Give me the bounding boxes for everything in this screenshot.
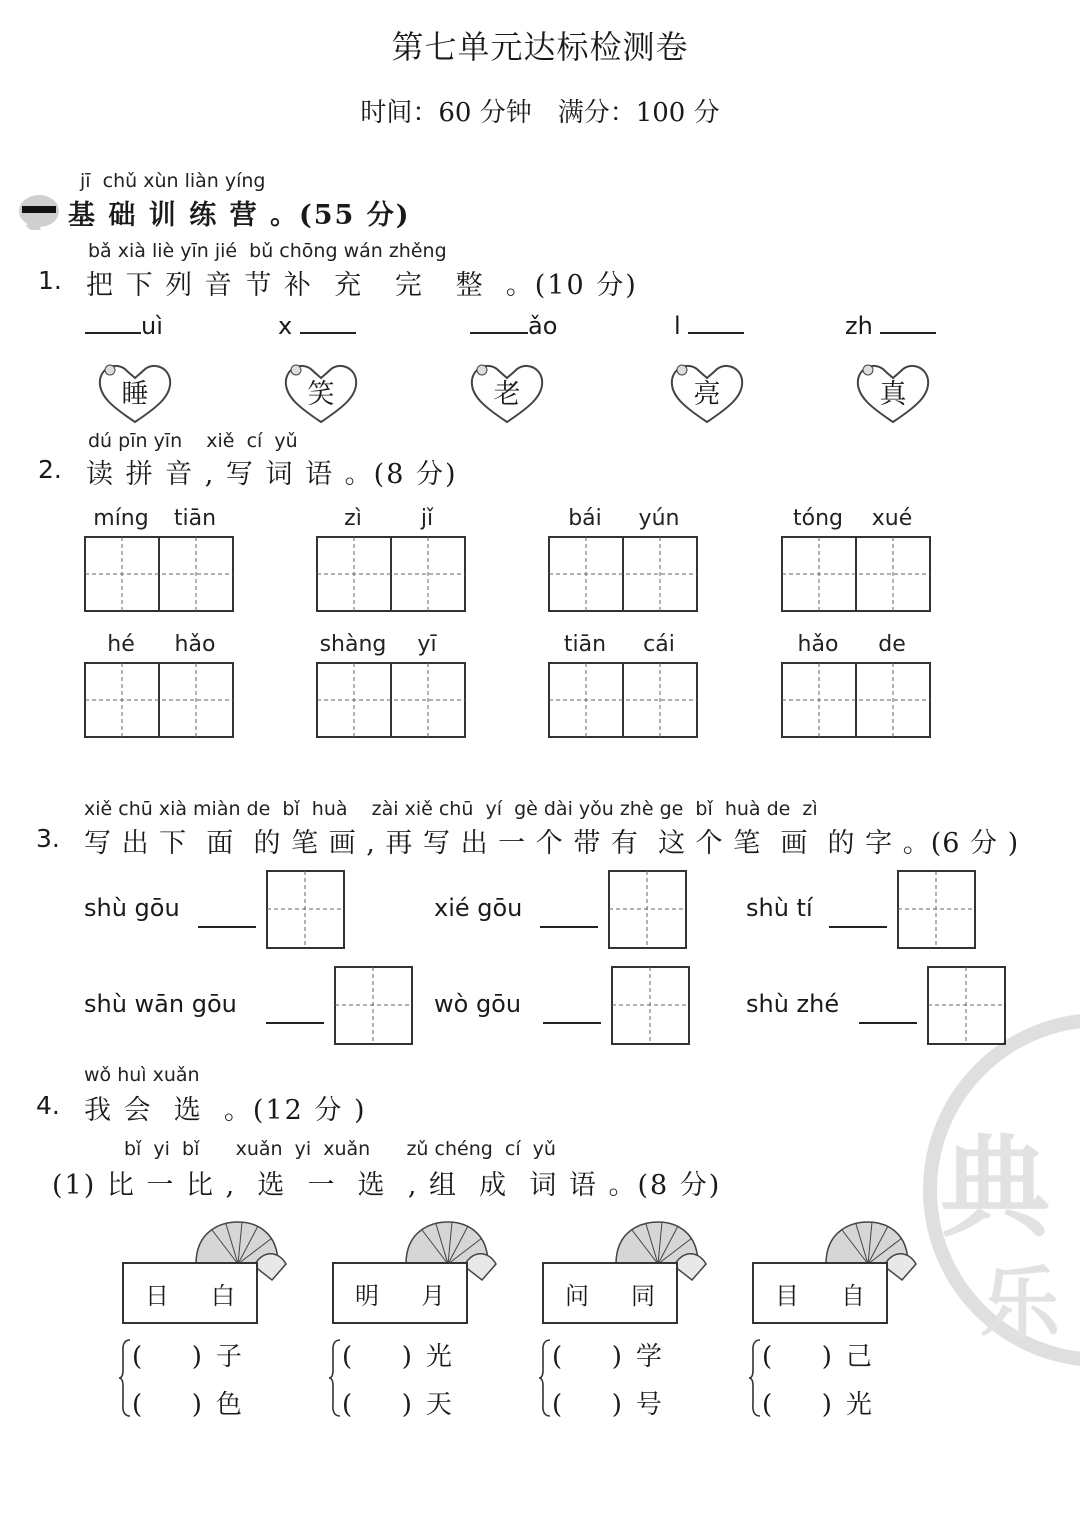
word-pinyin: hǎo xyxy=(797,632,839,657)
word-char: 色 xyxy=(215,1390,242,1420)
choice-char: 月 xyxy=(421,1281,445,1310)
word-pinyin: bái xyxy=(568,506,602,531)
stroke-answer-blank[interactable] xyxy=(829,926,887,928)
fill-parentheses[interactable]: ( ) xyxy=(132,1342,202,1372)
char-choice-box xyxy=(332,1262,468,1324)
char-choice-box xyxy=(542,1262,678,1324)
watermark xyxy=(920,990,1080,1410)
heart-1 xyxy=(96,360,174,428)
tianzige-grid[interactable] xyxy=(84,662,234,738)
word-fill-row xyxy=(762,1336,872,1373)
syllable-suffix: uì xyxy=(141,312,163,340)
q2-number: 2. xyxy=(38,455,62,484)
char-choice-box xyxy=(122,1262,258,1324)
heart-char: 笑 xyxy=(307,379,335,410)
answer-blank[interactable] xyxy=(880,332,936,334)
q3-instruction: 写 出 下 面 的 笔 画 , 再 写 出 一 个 带 有 这 个 笔 画 的 字 。(6 分 ) xyxy=(84,828,1020,859)
choice-char: 问 xyxy=(565,1281,589,1310)
choice-char: 日 xyxy=(145,1281,169,1310)
q1-instruction: 把 下 列 音 节 补 充 完 整 。(10 分) xyxy=(86,270,638,301)
word-fill-row xyxy=(342,1336,452,1373)
section-badge xyxy=(18,190,60,230)
section1-pinyin: jī chǔ xùn liàn yíng xyxy=(80,170,266,192)
fill-parentheses[interactable]: ( ) xyxy=(762,1390,832,1420)
tianzige-grid[interactable] xyxy=(316,662,466,738)
choice-char: 白 xyxy=(211,1281,235,1310)
stroke-name: shù tí xyxy=(746,894,813,922)
word-pinyin: xué xyxy=(871,506,913,531)
word-pinyin: yún xyxy=(638,506,680,531)
stroke-name: shù wān gōu xyxy=(84,990,237,1018)
fill-parentheses[interactable]: ( ) xyxy=(552,1390,622,1420)
q1-item-3 xyxy=(470,312,557,340)
brace-icon xyxy=(328,1338,342,1418)
answer-blank[interactable] xyxy=(300,332,356,334)
q3-pinyin: xiě chū xià miàn de bǐ huà zài xiě chū yí gè dài yǒu zhè ge bǐ huà de zì xyxy=(84,798,818,820)
word-char: 光 xyxy=(845,1390,872,1420)
q1-item-5 xyxy=(845,312,936,340)
heart-3 xyxy=(468,360,546,428)
word-pinyin: cái xyxy=(643,632,675,657)
tianzige-grid[interactable] xyxy=(316,536,466,612)
fill-parentheses[interactable]: ( ) xyxy=(552,1342,622,1372)
word-pinyin: míng xyxy=(93,506,149,531)
char-choice-box xyxy=(752,1262,888,1324)
brace-icon xyxy=(538,1338,552,1418)
tianzige-grid[interactable] xyxy=(84,536,234,612)
q1-item-4 xyxy=(674,312,744,340)
word-pinyin: tiān xyxy=(173,506,217,531)
word-char: 子 xyxy=(215,1342,242,1372)
q4-sub1-instruction: (1) 比 一 比 , 选 一 选 , 组 成 词 语 。(8 分) xyxy=(52,1170,722,1201)
word-char: 学 xyxy=(635,1342,662,1372)
word-pinyin: zì xyxy=(344,506,362,531)
tianzige-box[interactable] xyxy=(897,870,977,950)
word-pinyin: hé xyxy=(107,632,135,657)
tianzige-box[interactable] xyxy=(266,870,346,950)
tianzige-box[interactable] xyxy=(611,966,691,1046)
word-fill-row xyxy=(762,1384,872,1421)
word-pinyin: jǐ xyxy=(420,506,434,531)
word-char: 己 xyxy=(845,1342,872,1372)
q1-pinyin: bǎ xià liè yīn jié bǔ chōng wán zhěng xyxy=(88,240,447,262)
answer-blank[interactable] xyxy=(470,332,528,334)
syllable-prefix: l xyxy=(674,312,681,340)
heart-2 xyxy=(282,360,360,428)
q1-item-2 xyxy=(278,312,356,340)
word-fill-row xyxy=(552,1384,662,1421)
word-char: 光 xyxy=(425,1342,452,1372)
word-fill-row xyxy=(552,1336,662,1373)
tianzige-grid[interactable] xyxy=(781,536,931,612)
word-pinyin: tóng xyxy=(793,506,843,531)
word-char: 号 xyxy=(635,1390,662,1420)
q3-number: 3. xyxy=(36,824,60,853)
word-fill-row xyxy=(132,1384,242,1421)
tianzige-grid[interactable] xyxy=(548,536,698,612)
heart-char: 老 xyxy=(493,379,521,410)
section1-title: 基 础 训 练 营 。(55 分) xyxy=(68,200,411,231)
q1-item-1 xyxy=(85,312,163,340)
q1-number: 1. xyxy=(38,266,62,295)
exam-info: 时间：60 分钟 满分：100 分 xyxy=(360,98,720,128)
syllable-prefix: x xyxy=(278,312,293,340)
stroke-answer-blank[interactable] xyxy=(266,1022,324,1024)
choice-char: 目 xyxy=(775,1281,799,1310)
brace-icon xyxy=(748,1338,762,1418)
stroke-name: wò gōu xyxy=(434,990,522,1018)
page-title: 第七单元达标检测卷 xyxy=(391,28,689,66)
heart-char: 睡 xyxy=(121,379,149,410)
fill-parentheses[interactable]: ( ) xyxy=(342,1342,412,1372)
word-pinyin: tiān xyxy=(563,632,607,657)
stroke-name: xié gōu xyxy=(434,894,523,922)
q2-instruction: 读 拼 音 , 写 词 语 。(8 分) xyxy=(86,459,458,490)
word-fill-row xyxy=(342,1384,452,1421)
word-pinyin: hǎo xyxy=(174,632,216,657)
stroke-answer-blank[interactable] xyxy=(543,1022,601,1024)
word-fill-row xyxy=(132,1336,242,1373)
tianzige-grid[interactable] xyxy=(548,662,698,738)
answer-blank[interactable] xyxy=(85,332,141,334)
answer-blank[interactable] xyxy=(688,332,744,334)
heart-5 xyxy=(854,360,932,428)
brace-icon xyxy=(118,1338,132,1418)
heart-char: 亮 xyxy=(693,379,721,410)
tianzige-grid[interactable] xyxy=(781,662,931,738)
stroke-answer-blank[interactable] xyxy=(198,926,256,928)
watermark-char-1: 典 xyxy=(940,1123,1050,1252)
stroke-name: shù gōu xyxy=(84,894,180,922)
fill-parentheses[interactable]: ( ) xyxy=(132,1390,202,1420)
heart-4 xyxy=(668,360,746,428)
word-char: 天 xyxy=(425,1390,452,1420)
badge-icon xyxy=(18,190,60,230)
watermark-char-2: 乐 xyxy=(980,1257,1060,1351)
heart-char: 真 xyxy=(879,379,907,410)
fill-parentheses[interactable]: ( ) xyxy=(762,1342,832,1372)
stroke-answer-blank[interactable] xyxy=(540,926,598,928)
q2-pinyin: dú pīn yīn xiě cí yǔ xyxy=(88,430,298,452)
word-pinyin: shàng xyxy=(319,632,387,657)
choice-char: 明 xyxy=(355,1281,379,1310)
q4-pinyin: wǒ huì xuǎn xyxy=(84,1064,200,1086)
stroke-answer-blank[interactable] xyxy=(859,1022,917,1024)
fill-parentheses[interactable]: ( ) xyxy=(342,1390,412,1420)
stroke-name: shù zhé xyxy=(746,990,840,1018)
q4-instruction: 我 会 选 。(12 分 ) xyxy=(84,1095,367,1126)
word-pinyin: yī xyxy=(417,632,437,657)
tianzige-box[interactable] xyxy=(608,870,688,950)
tianzige-box[interactable] xyxy=(334,966,414,1046)
word-pinyin: de xyxy=(878,632,906,657)
q4-sub1-pinyin: bǐ yi bǐ xuǎn yi xuǎn zǔ chéng cí yǔ xyxy=(124,1138,556,1160)
syllable-suffix: ǎo xyxy=(528,312,558,340)
syllable-prefix: zh xyxy=(845,312,873,340)
choice-char: 自 xyxy=(841,1281,865,1310)
q4-number: 4. xyxy=(36,1091,60,1120)
choice-char: 同 xyxy=(631,1281,655,1310)
